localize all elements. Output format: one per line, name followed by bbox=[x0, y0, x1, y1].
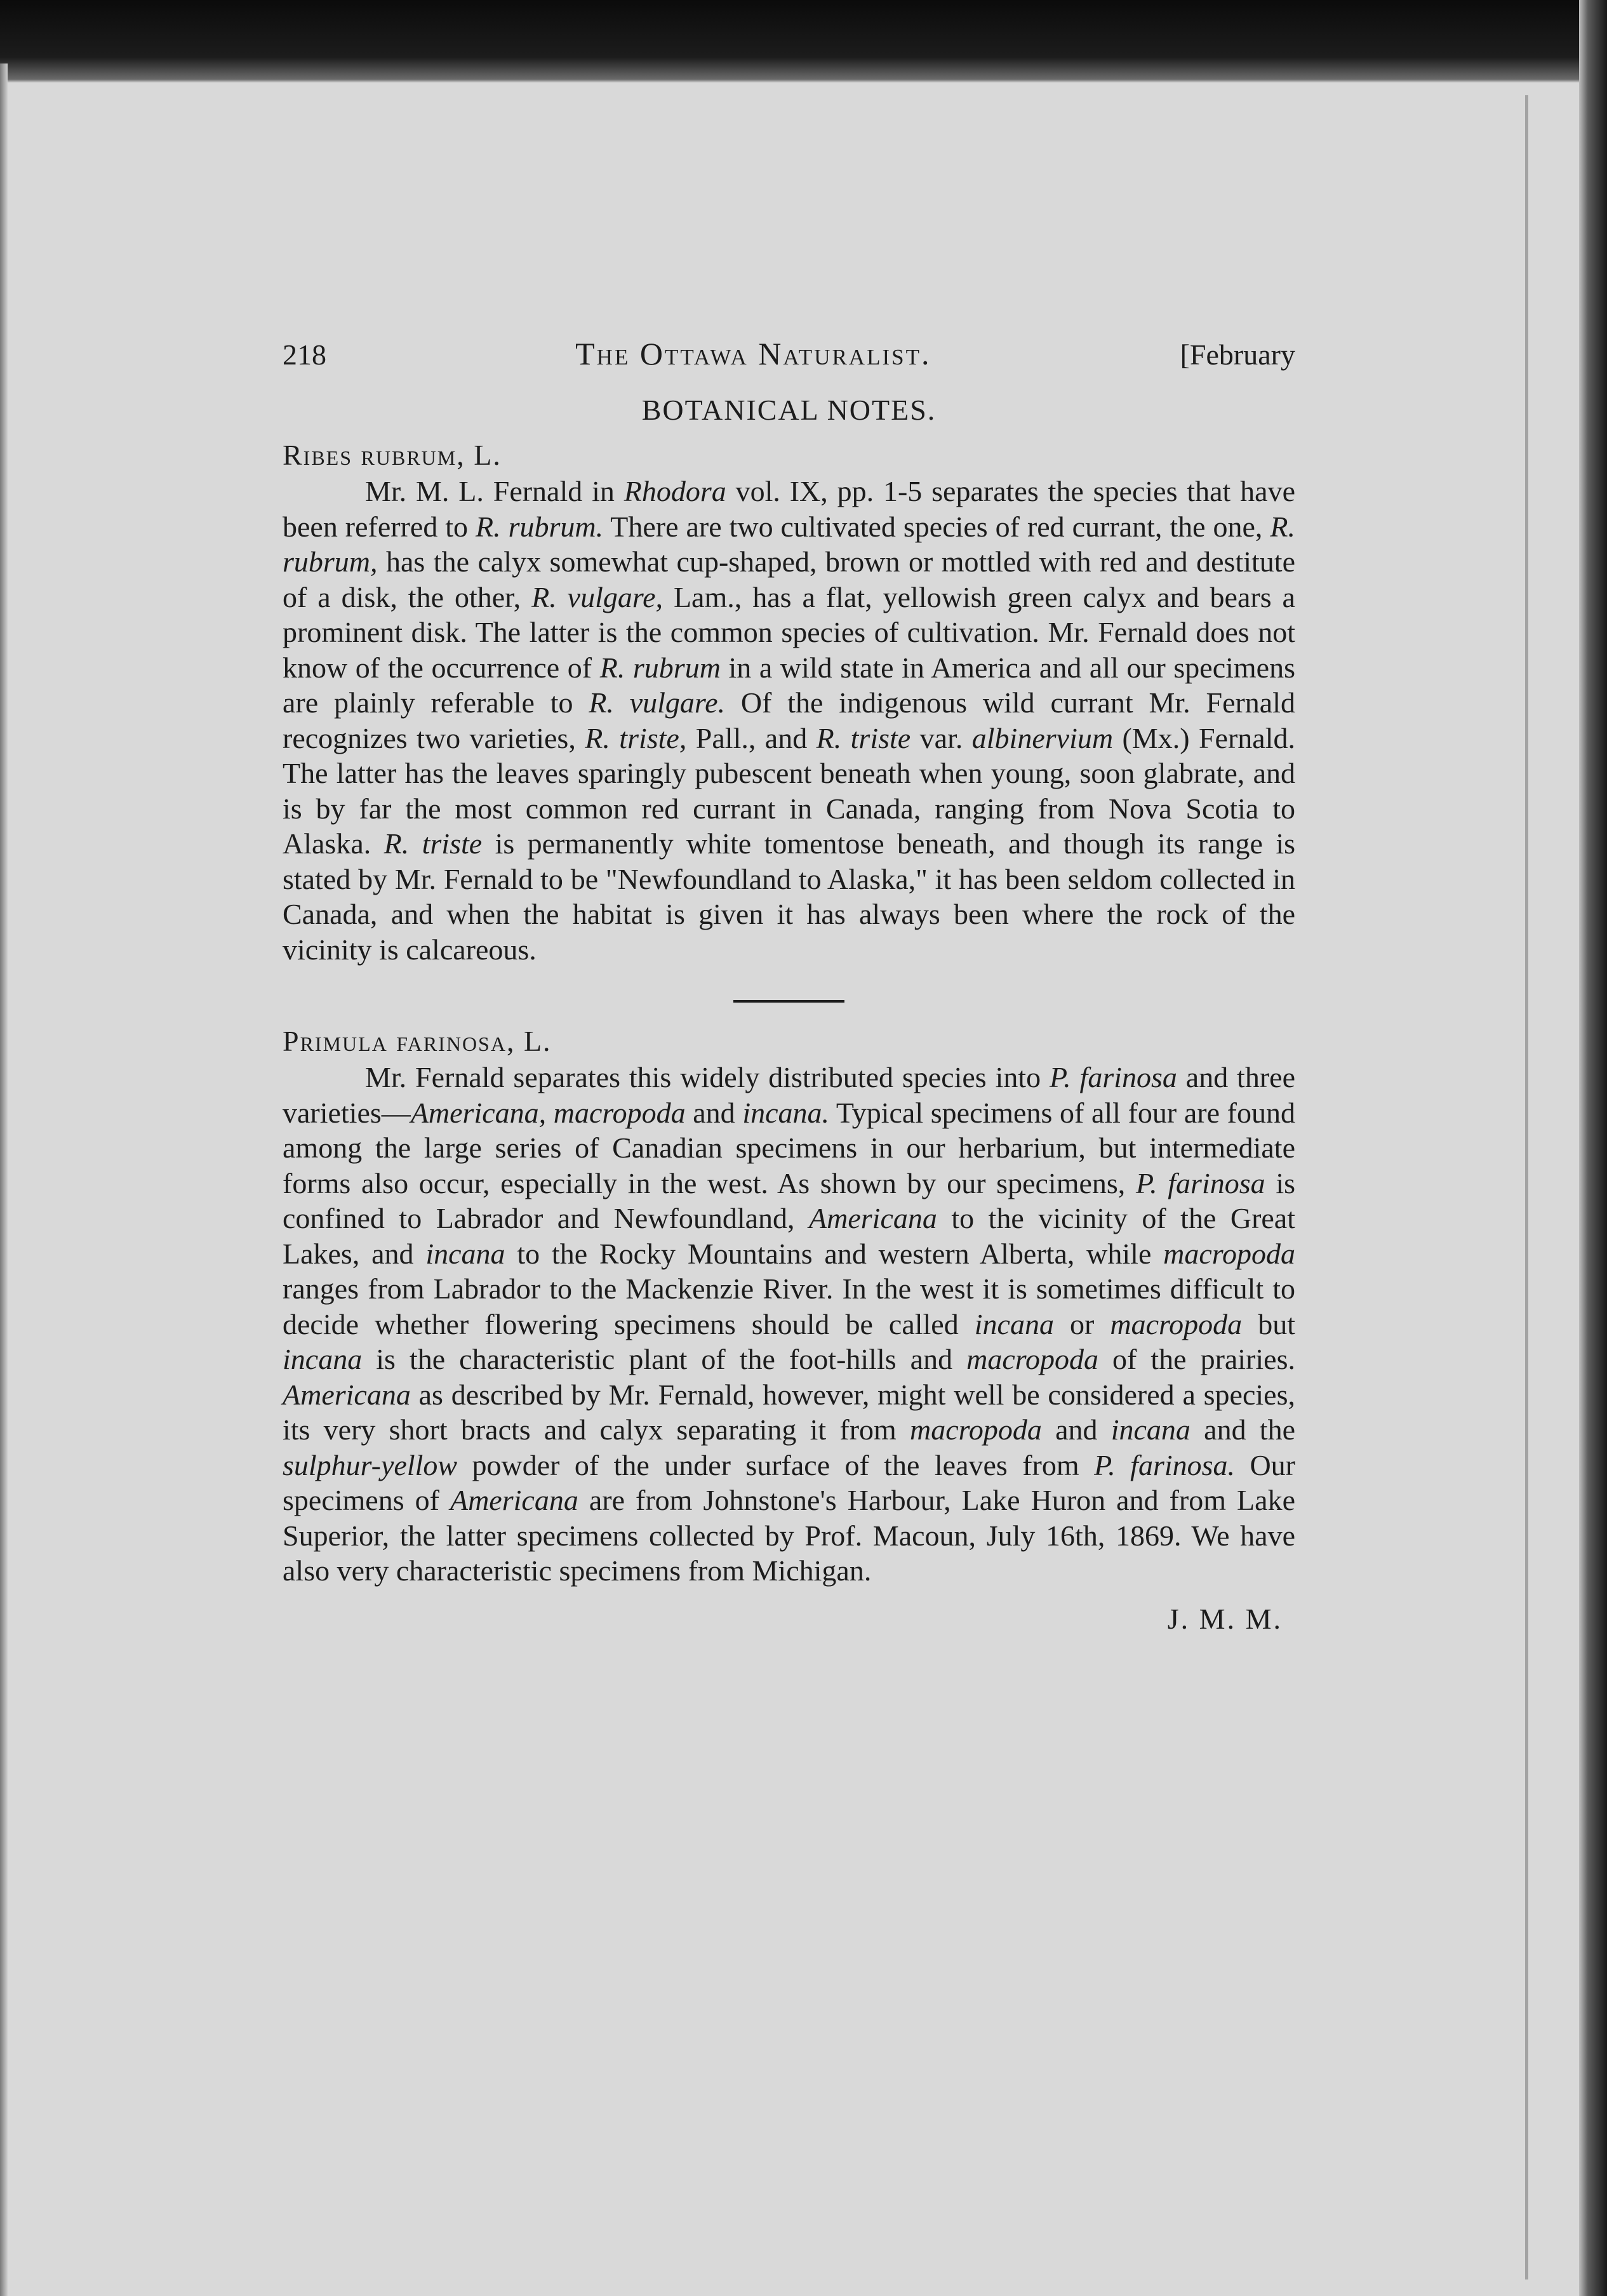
text-run: Mr. Fernald separates this widely distributed species into bbox=[365, 1061, 1050, 1093]
primula-heading: Primula farinosa, L. bbox=[283, 1025, 552, 1057]
text-run: Of the indigenous wild currant Mr. Fernald recognizes two varieties, bbox=[283, 686, 1295, 754]
scan-right-shadow bbox=[1579, 0, 1607, 2296]
text-run: and bbox=[685, 1096, 743, 1129]
primula-paragraph bbox=[283, 1060, 1295, 1589]
ribes-heading: Ribes rubrum, L. bbox=[283, 439, 502, 471]
italic-run: P. farinosa bbox=[1135, 1166, 1265, 1199]
section-title: BOTANICAL NOTES. bbox=[641, 394, 937, 426]
text-run: as described by Mr. Fernald, however, might well be considered a species, its very short bracts and calyx separating it from bbox=[283, 1378, 1295, 1446]
italic-run: incana bbox=[425, 1237, 505, 1270]
text-run: Our specimens of bbox=[283, 1448, 1295, 1516]
italic-run: P. farinosa bbox=[1050, 1061, 1177, 1093]
italic-run: incana. bbox=[742, 1096, 830, 1129]
text-run: Lam., has a flat, yellowish green calyx and bears a prominent disk. The latter is the common species of cultivation. Mr. Fernald does not know of the occurrence of bbox=[283, 580, 1295, 684]
header-month: [February bbox=[1180, 338, 1295, 371]
text-run: or bbox=[1053, 1307, 1110, 1340]
italic-run: sulphur-yellow bbox=[283, 1448, 458, 1481]
text-run: vol. IX, pp. 1-5 separates the species that have been referred to bbox=[283, 475, 1295, 543]
italic-run: Americana, macropoda bbox=[410, 1096, 686, 1129]
text-run: to the Rocky Mountains and western Alberta, while bbox=[505, 1237, 1164, 1270]
scan-left-shadow bbox=[0, 63, 8, 2296]
text-run: Typical specimens of all four are found among the large series of Canadian specimens in our herbarium, but intermediate forms also occur, especially in the west. As shown by our specimens, bbox=[283, 1096, 1295, 1199]
italic-run: R. rubrum bbox=[599, 651, 721, 684]
text-run: and three varieties— bbox=[283, 1061, 1295, 1129]
text-run: is permanently white tomentose beneath, and though its range is stated by Mr. Fernald to be "Newfoundland to Alaska," it has been seldom collected in Canada, and when the habitat is given it has always been where the rock of the vicinity is calcareous. bbox=[283, 827, 1295, 966]
italic-run: P. farinosa. bbox=[1094, 1448, 1236, 1481]
italic-run: R. triste bbox=[816, 721, 911, 754]
page-header bbox=[283, 337, 1295, 375]
text-run: powder of the under surface of the leaves from bbox=[457, 1448, 1095, 1481]
italic-run: R. triste bbox=[383, 827, 483, 860]
italic-run: albinervium bbox=[971, 721, 1114, 754]
text-run: and the bbox=[1190, 1413, 1295, 1446]
text-run: in a wild state in America and all our specimens are plainly referable to bbox=[283, 651, 1295, 719]
text-run: (Mx.) Fernald. The latter has the leaves sparingly pubescent beneath when young, soon glabrate, and is by far the most common red currant in Canada, ranging from Nova Scotia to Alaska. bbox=[283, 721, 1295, 860]
text-run: has the calyx somewhat cup-shaped, brown or mottled with red and destitute of a disk, the other, bbox=[283, 545, 1295, 613]
text-run: and bbox=[1041, 1413, 1111, 1446]
page-edge-line bbox=[1525, 95, 1528, 2279]
italic-run: macropoda bbox=[966, 1343, 1098, 1375]
running-head: The Ottawa Naturalist. bbox=[575, 336, 931, 371]
text-run: Mr. M. L. Fernald in bbox=[365, 475, 624, 507]
author-signature: J. M. M. bbox=[1167, 1602, 1283, 1635]
italic-run: incana bbox=[283, 1343, 363, 1375]
italic-run: R. vulgare. bbox=[589, 686, 726, 719]
italic-run: R. rubrum. bbox=[476, 510, 604, 543]
italic-run: Rhodora bbox=[623, 475, 726, 507]
italic-run: macropoda bbox=[1163, 1237, 1295, 1270]
italic-run: Americana bbox=[283, 1378, 411, 1411]
text-run: to the vicinity of the Great Lakes, and bbox=[283, 1202, 1295, 1270]
text-run: but bbox=[1242, 1307, 1295, 1340]
italic-run: incana bbox=[1110, 1413, 1190, 1446]
italic-run: Americana bbox=[450, 1484, 578, 1516]
scan-top-shadow bbox=[0, 0, 1607, 83]
italic-run: incana bbox=[974, 1307, 1054, 1340]
text-run: is confined to Labrador and Newfoundland, bbox=[283, 1166, 1295, 1234]
text-run: are from Johnstone's Harbour, Lake Huron and from Lake Superior, the latter specimens collected by Prof. Macoun, July 16th, 1869. We have also very characteristic specimens from Michigan. bbox=[283, 1484, 1295, 1587]
ribes-paragraph bbox=[283, 474, 1295, 967]
italic-run: Americana bbox=[809, 1202, 937, 1234]
italic-run: R. rubrum, bbox=[283, 510, 1296, 578]
page-number: 218 bbox=[283, 338, 326, 371]
text-run: There are two cultivated species of red currant, the one, bbox=[603, 510, 1270, 543]
italic-run: R. vulgare, bbox=[531, 580, 663, 613]
italic-run: macropoda bbox=[910, 1413, 1042, 1446]
text-run: Pall., and bbox=[686, 721, 817, 754]
italic-run: macropoda bbox=[1110, 1307, 1243, 1340]
text-run: is the characteristic plant of the foot-hills and bbox=[362, 1343, 967, 1375]
italic-run: R. triste, bbox=[585, 721, 687, 754]
text-run: var. bbox=[910, 721, 972, 754]
text-run: of the prairies. bbox=[1098, 1343, 1295, 1375]
text-run: ranges from Labrador to the Mackenzie River. In the west it is sometimes difficult to decide whether flowering specimens should be called bbox=[283, 1272, 1295, 1340]
document-page bbox=[283, 337, 1295, 1636]
section-divider bbox=[733, 1000, 844, 1003]
